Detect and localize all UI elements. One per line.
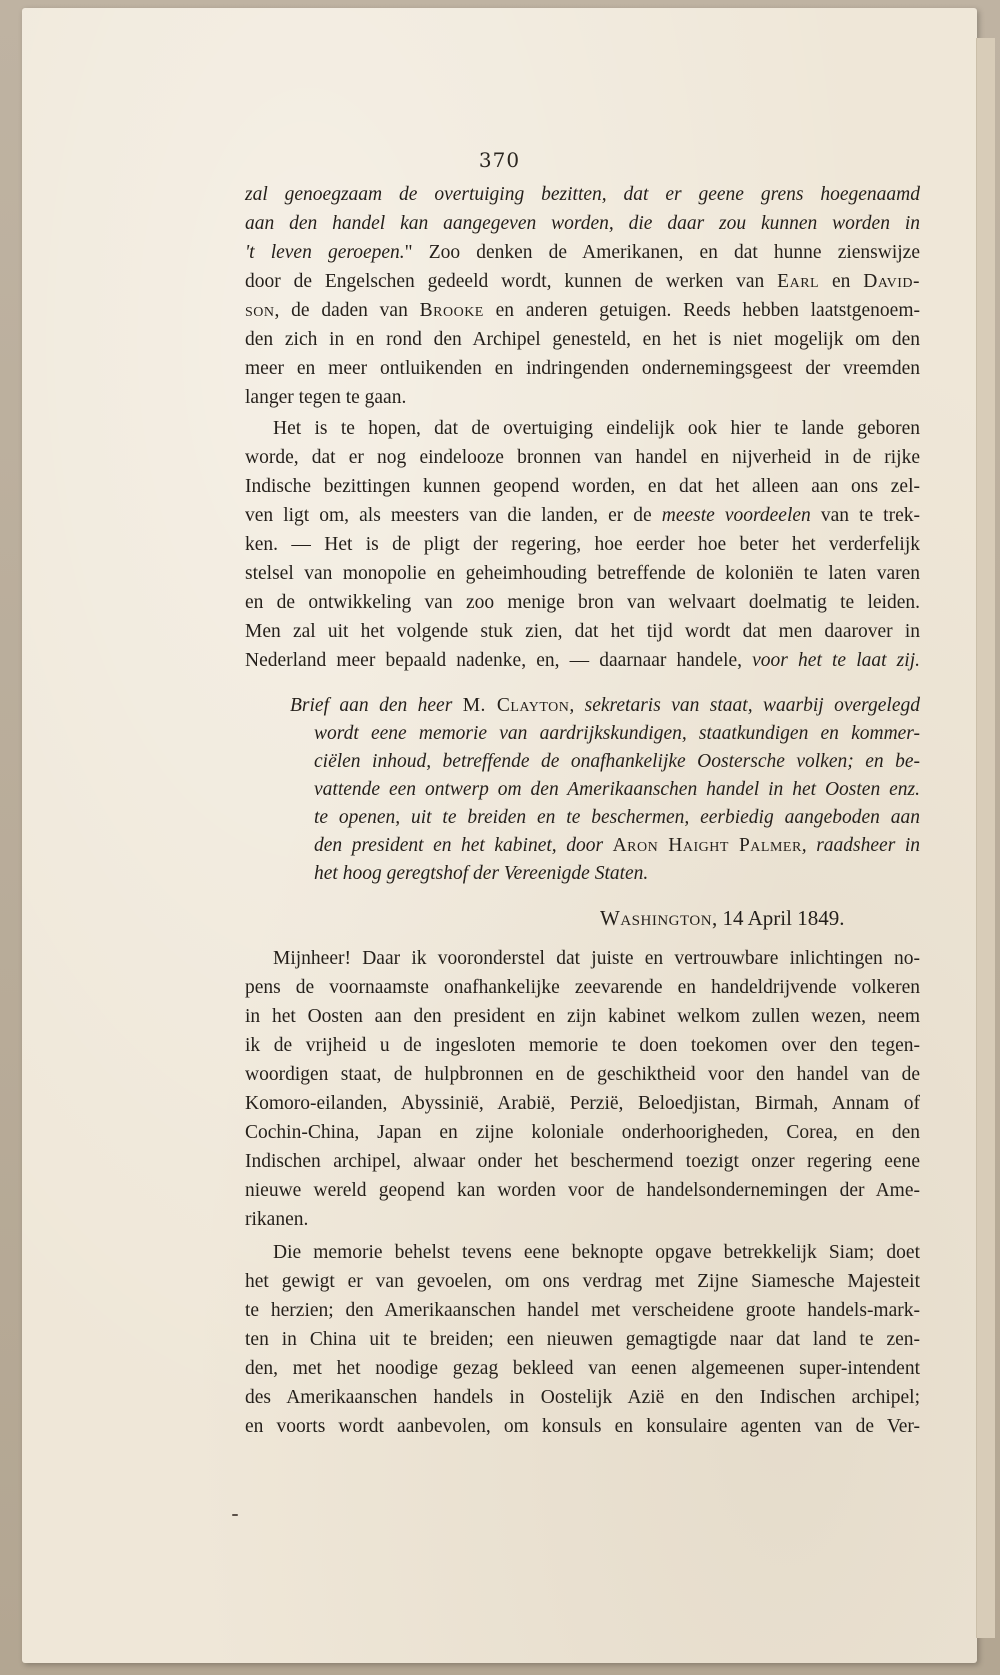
text-segment: zal genoegzaam de overtuiging bezitten, dat er geene grens hoegenaamd	[245, 184, 920, 205]
text-line	[245, 1205, 920, 1234]
text-line	[245, 180, 920, 209]
text-segment: rikanen.	[245, 1209, 309, 1230]
text-segment: ken. — Het is de pligt der regering, hoe eerder hoe beter het verderfelijk	[245, 534, 920, 555]
text-segment: nieuwe wereld geopend kan worden voor de handelsondernemingen der Ame-	[245, 1180, 920, 1201]
text-line	[245, 383, 920, 412]
text-segment: M. Clayton	[462, 695, 570, 716]
text-line	[245, 1412, 920, 1441]
text-line	[245, 354, 920, 383]
text-segment: ik de vrijheid u de ingesloten memorie te doen toekomen over den tegen-	[245, 1035, 920, 1056]
text-line	[290, 832, 920, 860]
text-segment: Earl	[777, 271, 820, 292]
dateline-date: , 14 April 1849.	[712, 906, 845, 930]
text-line	[245, 1147, 920, 1176]
text-segment: " Zoo denken de Amerikanen, en dat hunne zienswijze	[404, 242, 920, 263]
text-segment: Mijnheer! Daar ik vooronderstel dat juiste en vertrouwbare inlichtingen no-	[273, 948, 920, 969]
text-line	[245, 238, 920, 267]
margin-speck	[232, 1514, 238, 1516]
text-segment: het gewigt er van gevoelen, om ons verdrag met Zijne Siamesche Majesteit	[245, 1271, 920, 1292]
text-segment: te herzien; den Amerikaanschen handel met verscheidene groote handels-mark-	[245, 1300, 920, 1321]
text-segment: en anderen getuigen. Reeds hebben laatstgenoem-	[483, 300, 920, 321]
text-line	[245, 973, 920, 1002]
dateline-place: Washington	[600, 906, 713, 930]
text-segment: in het Oosten aan den president en zijn kabinet welkom zullen wezen, neem	[245, 1006, 920, 1027]
text-line	[245, 617, 920, 646]
text-segment: , raadsheer in	[801, 835, 920, 856]
dateline	[600, 906, 844, 931]
text-segment: David-	[863, 271, 920, 292]
text-segment: 't leven geroepen.	[245, 242, 405, 263]
text-line	[245, 1031, 920, 1060]
text-line	[245, 1118, 920, 1147]
text-line	[245, 559, 920, 588]
text-line	[245, 501, 920, 530]
text-segment: door de Engelschen gedeeld wordt, kunnen de werken van	[245, 271, 778, 292]
text-line	[290, 720, 920, 748]
text-segment: son	[245, 300, 275, 321]
text-segment: en de ontwikkeling van zoo menige bron van welvaart doelmatig te leiden.	[245, 592, 920, 613]
letter-heading	[290, 692, 920, 888]
text-segment: des Amerikaanschen handels in Oostelijk Azië en den Indischen archipel;	[245, 1387, 920, 1408]
text-line	[245, 1238, 920, 1267]
text-segment: Men zal uit het volgende stuk zien, dat het tijd wordt dat men daarover in	[245, 621, 920, 642]
text-segment: en voorts wordt aanbevolen, om konsuls en konsulaire agenten van de Ver-	[245, 1416, 920, 1437]
text-line	[245, 267, 920, 296]
text-line	[245, 1060, 920, 1089]
text-segment: , sekretaris van staat, waarbij overgelegd	[569, 695, 921, 716]
text-segment: Indische bezittingen kunnen geopend worden, en dat het alleen aan ons zel-	[245, 476, 920, 497]
text-segment: ven ligt om, als meesters van die landen, er de	[245, 505, 662, 526]
text-segment: Brooke	[419, 300, 484, 321]
text-line	[245, 1383, 920, 1412]
text-segment: ciëlen inhoud, betreffende de onafhankelijke Oostersche volken; en be-	[314, 751, 920, 772]
text-line	[245, 1089, 920, 1118]
text-segment: te openen, uit te breiden en te beschermen, eerbiedig aangeboden aan	[314, 807, 920, 828]
text-line	[245, 1354, 920, 1383]
text-segment: woordigen staat, de hulpbronnen en de geschiktheid voor den handel van de	[245, 1064, 920, 1085]
text-segment: Cochin-China, Japan en zijne koloniale onderhoorigheden, Corea, en den	[245, 1122, 920, 1143]
text-segment: Aron Haight Palmer	[612, 835, 802, 856]
text-segment: meer en meer ontluikenden en indringenden ondernemingsgeest der vreemden	[245, 358, 920, 379]
text-line	[245, 472, 920, 501]
text-segment: den, met het noodige gezag bekleed van eenen algemeenen super-intendent	[245, 1358, 920, 1379]
text-line	[290, 804, 920, 832]
text-segment: ten in China uit te breiden; een nieuwen gemagtigde naar dat land te zen-	[245, 1329, 920, 1350]
text-segment: meeste voordeelen	[661, 505, 811, 526]
second-paragraph	[245, 414, 920, 675]
text-line	[245, 325, 920, 354]
text-segment: worde, dat er nog eindelooze bronnen van handel en nijverheid in de rijke	[245, 447, 920, 468]
text-line	[245, 1296, 920, 1325]
text-segment: Brief aan den heer	[290, 695, 463, 716]
text-segment: , de daden van	[274, 300, 420, 321]
text-segment: Die memorie behelst tevens eene beknopte opgave betrekkelijk Siam; doet	[273, 1242, 920, 1263]
text-line	[245, 296, 920, 325]
text-segment: Het is te hopen, dat de overtuiging eindelijk ook hier te lande geboren	[273, 418, 920, 439]
text-segment: en	[819, 271, 864, 292]
text-segment: pens de voornaamste onafhankelijke zeevarende en handeldrijvende volkeren	[245, 977, 920, 998]
text-line	[245, 1267, 920, 1296]
text-segment: den president en het kabinet, door	[314, 835, 613, 856]
text-segment: langer tegen te gaan.	[245, 387, 407, 408]
text-segment: den zich in en rond den Archipel genesteld, en het is niet mogelijk om den	[245, 329, 920, 350]
text-line	[245, 1325, 920, 1354]
text-line	[245, 944, 920, 973]
text-line	[245, 646, 920, 675]
text-line	[290, 748, 920, 776]
text-segment: het hoog geregtshof der Vereenigde Staten.	[314, 863, 649, 884]
text-segment: aan den handel kan aangegeven worden, die daar zou kunnen worden in	[245, 213, 920, 234]
letter-paragraph-1	[245, 944, 920, 1234]
text-line	[245, 414, 920, 443]
text-line	[245, 443, 920, 472]
text-line	[245, 530, 920, 559]
text-line	[290, 776, 920, 804]
text-segment: Nederland meer bepaald nadenke, en, — daarnaar handele,	[245, 650, 753, 671]
text-line	[245, 1002, 920, 1031]
text-line	[290, 860, 920, 888]
text-line	[290, 692, 920, 720]
intro-paragraph	[245, 180, 920, 412]
text-segment: Indischen archipel, alwaar onder het beschermend toezigt onzer regering eene	[245, 1151, 920, 1172]
text-line	[245, 1176, 920, 1205]
page-number: 370	[478, 148, 521, 172]
text-segment: Komoro-eilanden, Abyssinië, Arabië, Perzië, Beloedjistan, Birmah, Annam of	[245, 1093, 920, 1114]
letter-paragraph-2	[245, 1238, 920, 1441]
text-line	[245, 209, 920, 238]
text-segment: wordt eene memorie van aardrijkskundigen, staatkundigen en kommer-	[314, 723, 920, 744]
text-segment: voor het te laat zij.	[752, 650, 920, 671]
text-segment: vattende een ontwerp om den Amerikaanschen handel in het Oosten enz.	[314, 779, 920, 800]
text-segment: van te trek-	[810, 505, 920, 526]
text-line	[245, 588, 920, 617]
text-segment: stelsel van monopolie en geheimhouding betreffende de koloniën te laten varen	[245, 563, 920, 584]
